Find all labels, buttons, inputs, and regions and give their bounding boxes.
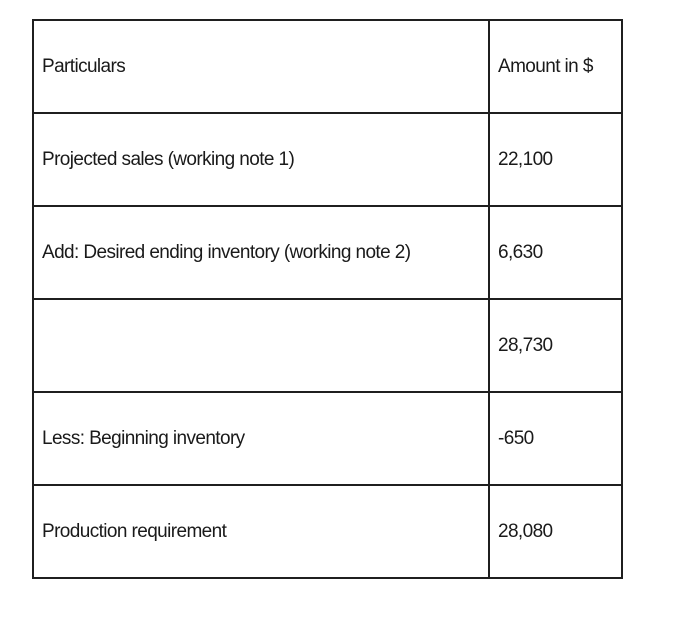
- row-amount: -650: [489, 392, 622, 485]
- row-particulars: Projected sales (working note 1): [33, 113, 489, 206]
- row-amount: 6,630: [489, 206, 622, 299]
- table-row: [33, 299, 622, 392]
- production-budget-table: [32, 19, 623, 579]
- row-particulars: Add: Desired ending inventory (working note 2): [33, 206, 489, 299]
- row-particulars: Less: Beginning inventory: [33, 392, 489, 485]
- table-header-row: [33, 20, 622, 113]
- table-row: [33, 206, 622, 299]
- table-row: [33, 485, 622, 578]
- row-amount: 28,730: [489, 299, 622, 392]
- row-particulars: [33, 299, 489, 392]
- row-amount: 28,080: [489, 485, 622, 578]
- header-particulars: Particulars: [33, 20, 489, 113]
- table-row: [33, 113, 622, 206]
- row-particulars: Production requirement: [33, 485, 489, 578]
- header-amount: Amount in $: [489, 20, 622, 113]
- table-row: [33, 392, 622, 485]
- row-amount: 22,100: [489, 113, 622, 206]
